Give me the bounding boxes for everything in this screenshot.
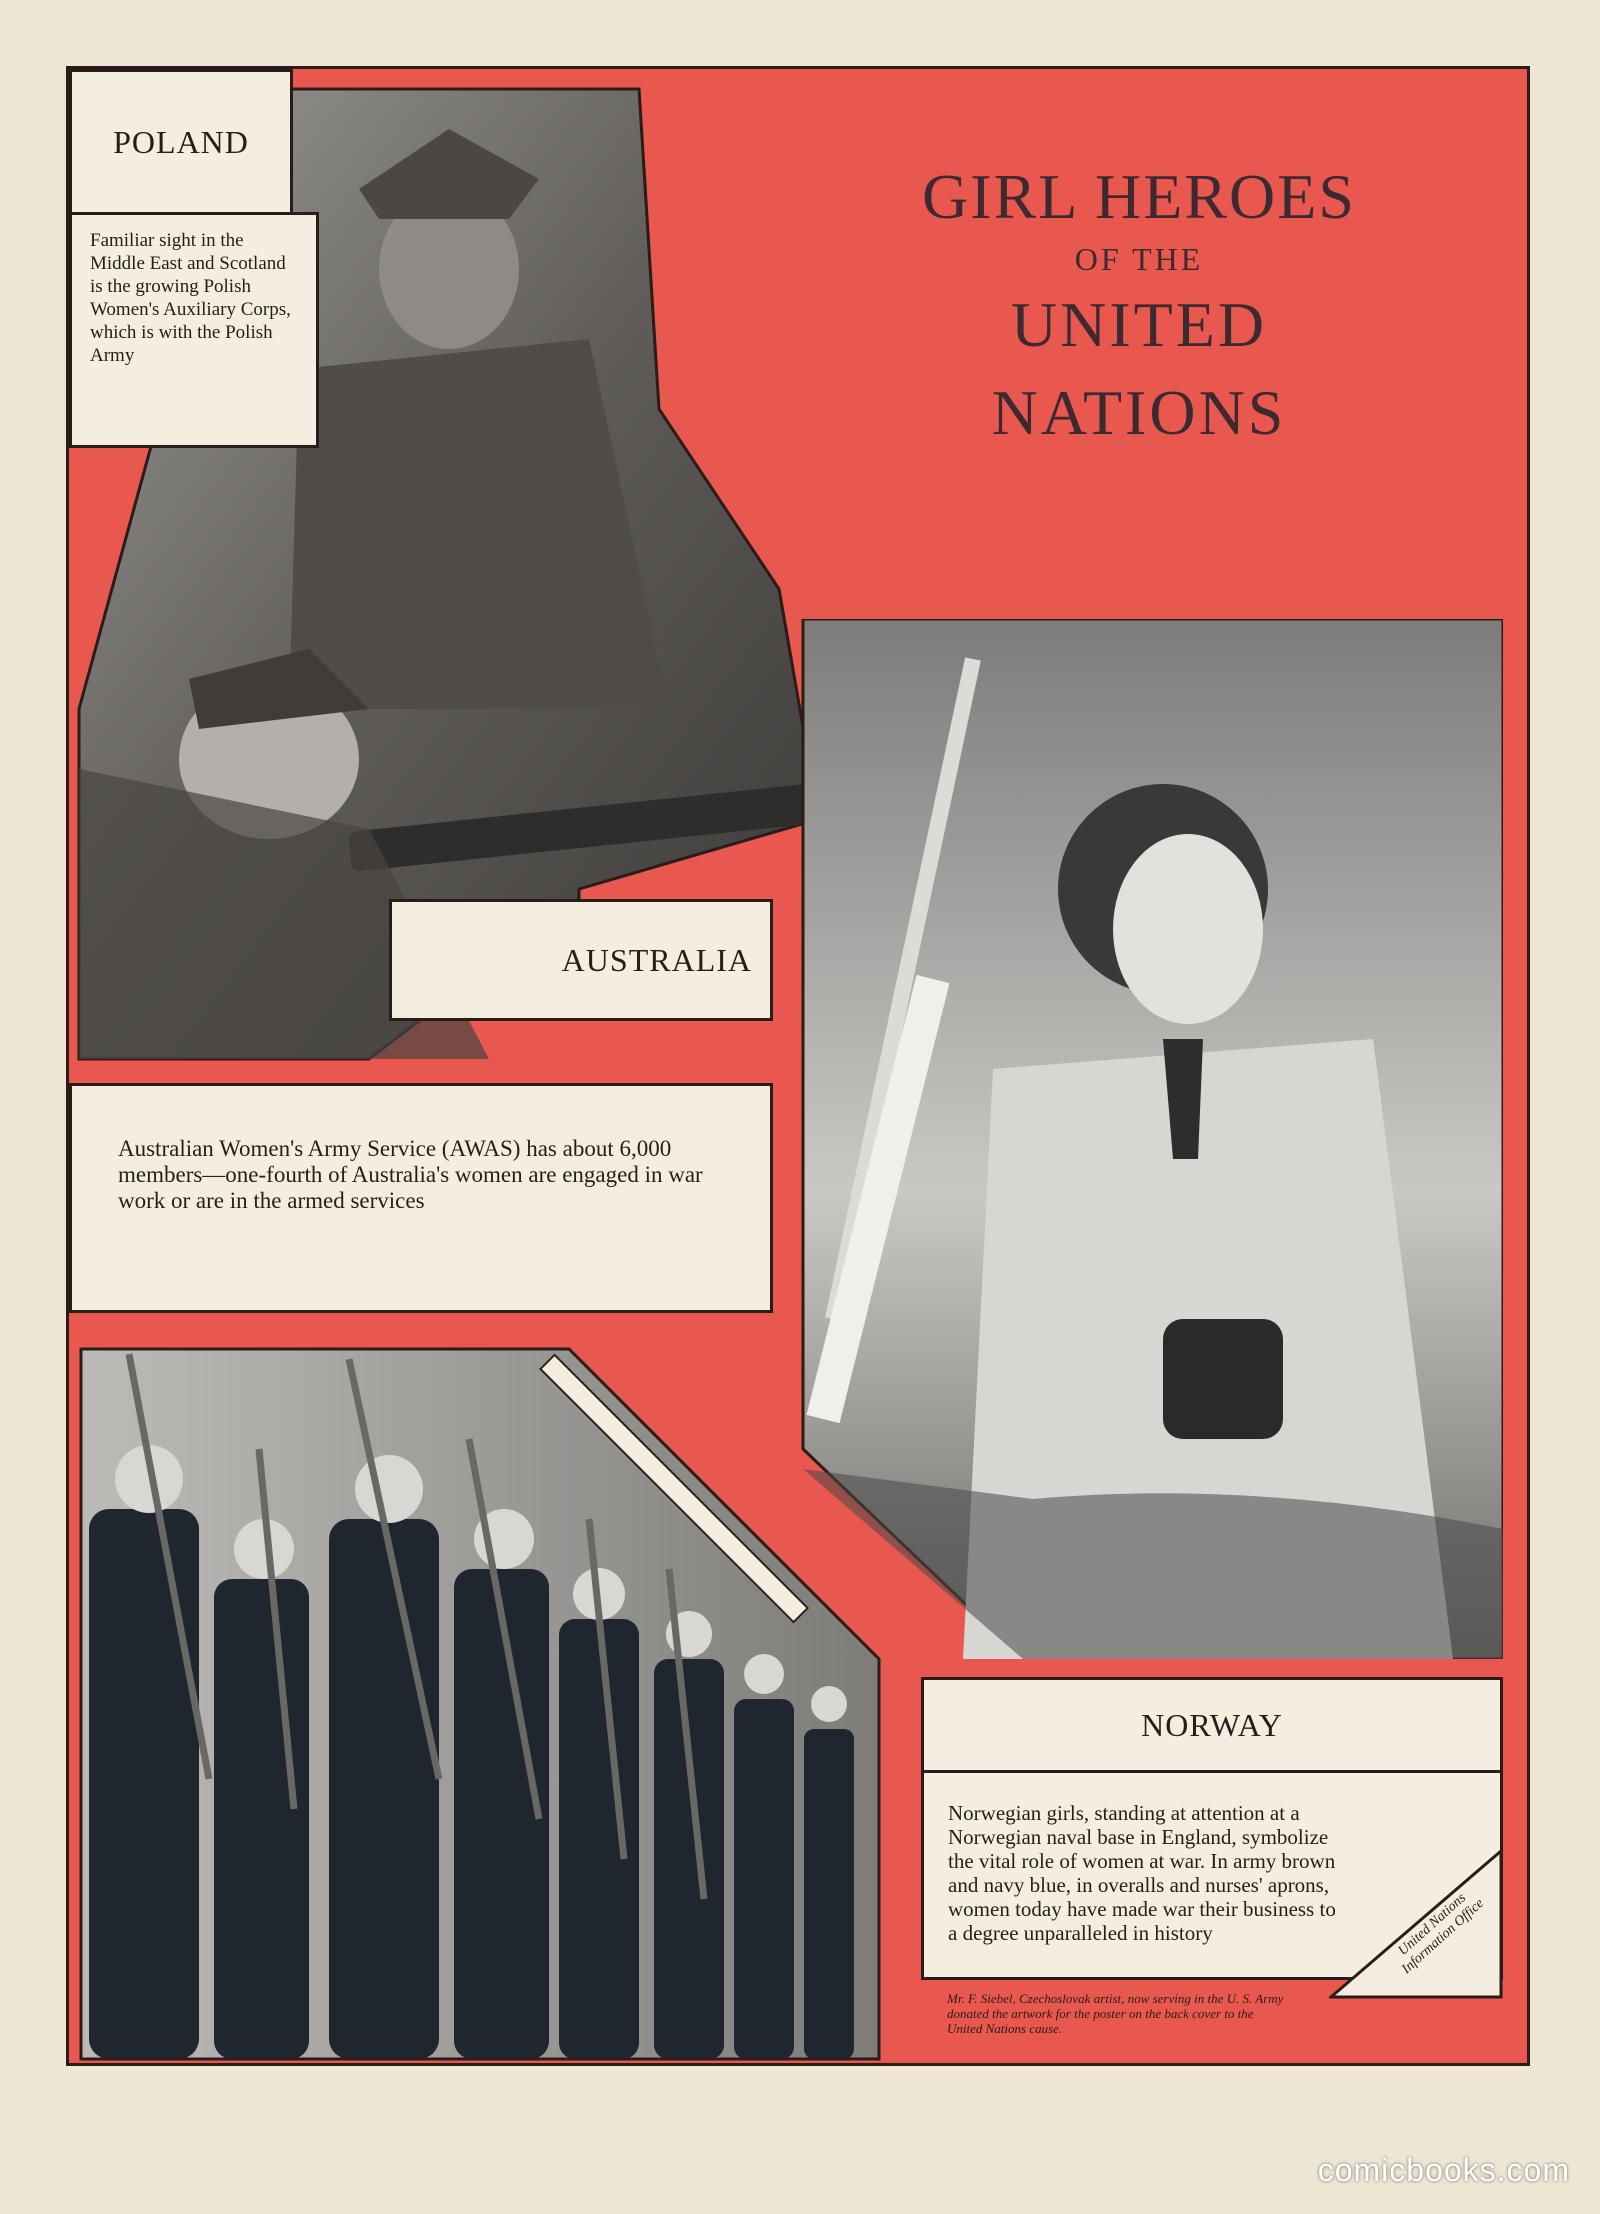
corner-stamp [1329,1849,1503,1999]
watermark: comicbooks.com [1317,2152,1570,2188]
headline [859,157,1419,457]
headline-line-1: GIRL HEROES [922,161,1356,232]
norway-caption: Norwegian girls, standing at attention at a Norwegian naval base in England, symbolize the vital role of women at war. In army brown and navy blue, in overalls and nurses' aprons, women today have made war their business to a degree unparalleled in history [921,1770,1503,1980]
poland-label: POLAND [69,69,293,215]
headline-line-2: OF THE [1074,241,1204,277]
artist-credit: Mr. F. Siebel, Czechoslovak artist, now serving in the U. S. Army donated the artwork for the poster on the back cover to the United Nations cause. [947,1991,1284,2036]
headline-line-4: NATIONS [991,377,1287,448]
corner-stamp-text: United Nations Information Office [1395,1890,1487,1978]
australia-caption: Australian Women's Army Service (AWAS) has about 6,000 members—one-fourth of Australia's women are engaged in war work or are in the armed services [69,1083,773,1313]
poster-sheet [66,66,1530,2066]
norway-naval-photo [69,1339,889,2069]
headline-line-3: UNITED [1010,289,1268,360]
norway-label: NORWAY [921,1677,1503,1773]
australia-label: AUSTRALIA [389,899,773,1021]
poland-caption: Familiar sight in the Middle East and Scotland is the growing Polish Women's Auxiliary Corps, which is with the Polish Army [69,212,319,448]
